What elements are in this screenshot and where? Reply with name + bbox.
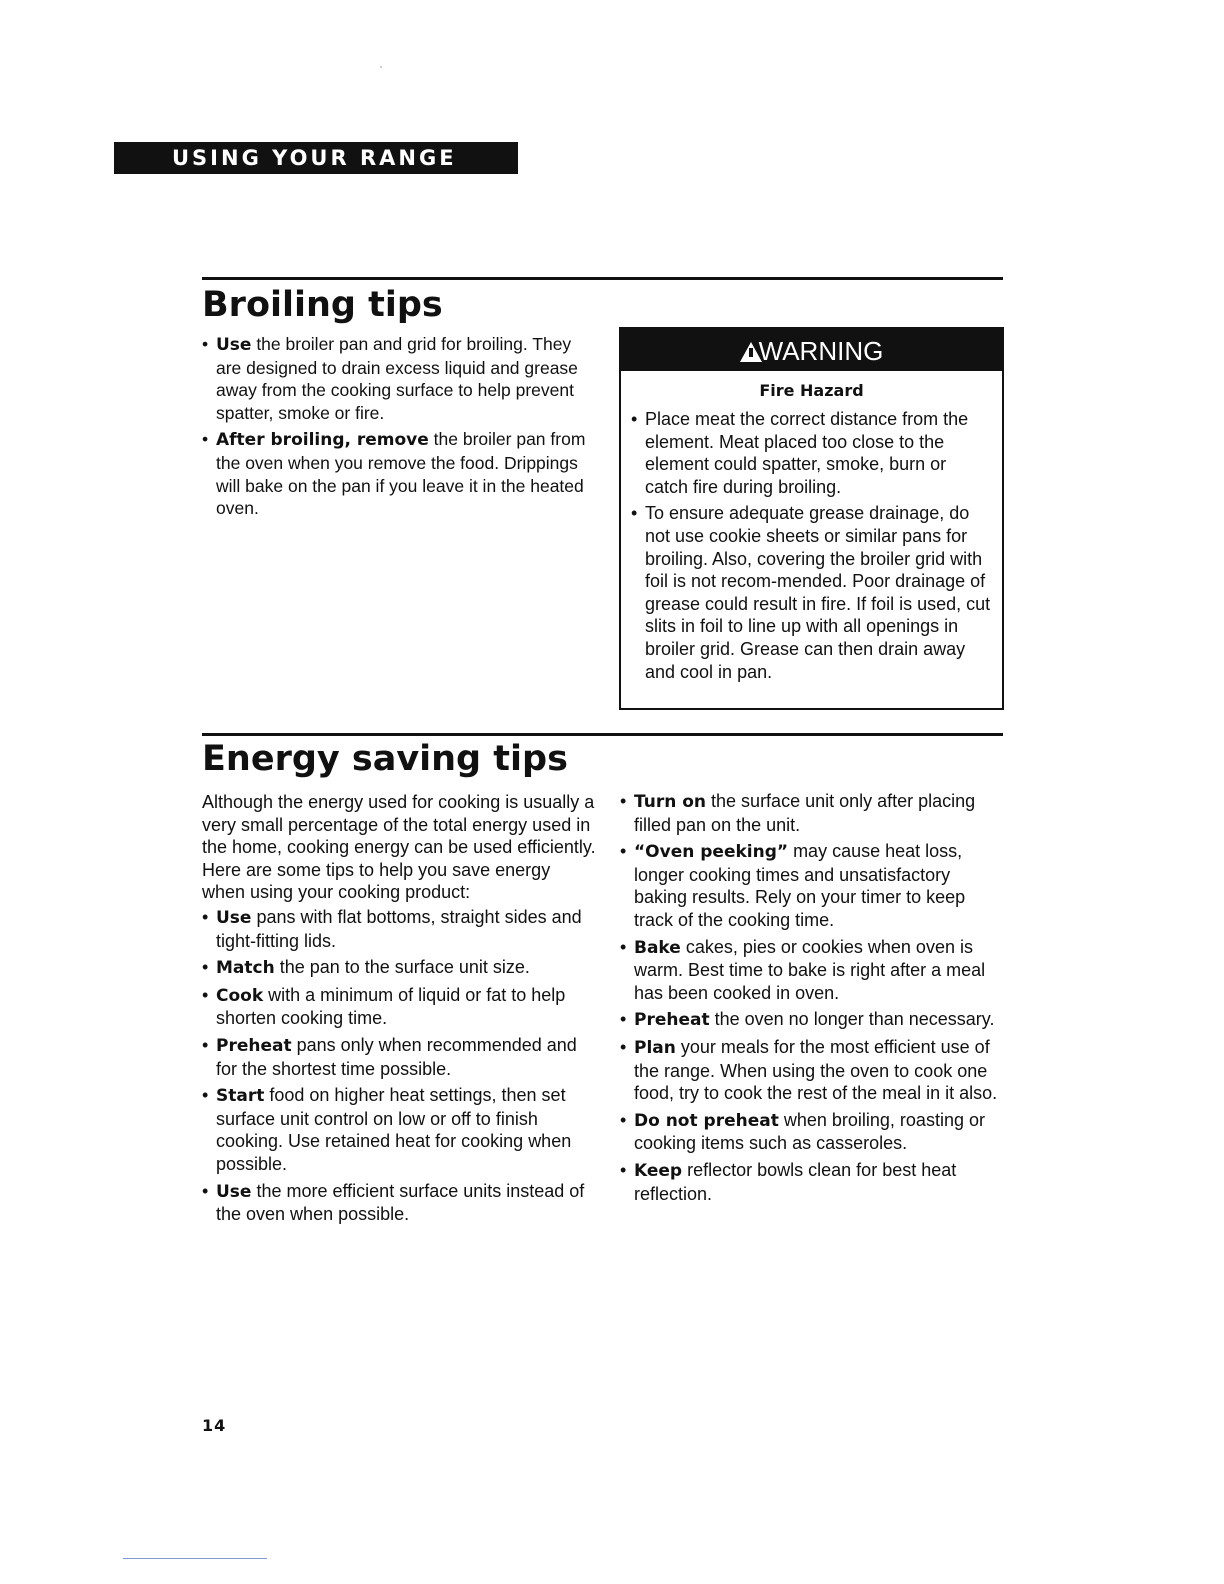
broiling-list xyxy=(202,333,598,520)
energy-item xyxy=(202,1034,598,1080)
energy-item-text: reflector bowls clean for best heat reflection. xyxy=(634,1159,957,1204)
section-header-label: USING YOUR RANGE xyxy=(172,146,457,170)
warning-triangle-icon xyxy=(740,342,762,362)
broiling-item xyxy=(202,333,598,424)
page-number: 14 xyxy=(202,1416,227,1435)
energy-item-lead: “Oven peeking” xyxy=(634,842,789,863)
energy-item xyxy=(620,1109,1006,1155)
warning-item: • Place meat the correct distance from the element. Meat placed too close to the element could spatter, smoke, burn or catch fire during broiling. xyxy=(631,408,994,498)
energy-item-text: may cause heat loss, longer cooking times and unsatisfactory baking results. Rely on your timer to keep track of the cooking time. xyxy=(634,841,966,930)
broiling-item-lead: Use xyxy=(216,335,252,355)
warning-title: WARNING xyxy=(758,336,884,366)
broiling-item xyxy=(202,428,598,519)
energy-item xyxy=(620,1159,1006,1205)
energy-item-lead: Start xyxy=(216,1086,265,1107)
bottom-line xyxy=(123,1558,267,1559)
energy-item-text: when broiling, roasting or cooking items such as casseroles. xyxy=(634,1109,985,1154)
warning-header xyxy=(621,329,1002,371)
energy-intro: Although the energy used for cooking is usually a very small percentage of the total energy used in the home, cooking energy can be used efficiently. Here are some tips to help you save energy when using your cooking product: xyxy=(202,792,596,903)
energy-item-text: the pan to the surface unit size. xyxy=(274,957,530,978)
broiling-rule xyxy=(202,277,1003,280)
energy-item-lead: Bake xyxy=(634,937,681,958)
broiling-item-text: the broiler pan and grid for broiling. They are designed to drain excess liquid and grease away from the cooking surface to help prevent spatter, smoke or fire. xyxy=(216,334,578,423)
energy-item-lead: Turn on xyxy=(634,792,707,812)
warning-body xyxy=(621,408,1002,683)
broiling-title: Broiling tips xyxy=(202,285,443,325)
energy-item-text: food on higher heat settings, then set surface unit control on low or off to finish cooking. Use retained heat for cooking when possible. xyxy=(216,1085,572,1174)
energy-right-list xyxy=(620,790,1006,1205)
energy-item xyxy=(202,1084,598,1175)
energy-item-lead: Use xyxy=(216,1181,252,1202)
energy-item-text: the surface unit only after placing filled pan on the unit. xyxy=(634,791,976,835)
energy-rule xyxy=(202,733,1003,736)
broiling-content xyxy=(202,333,598,524)
energy-title: Energy saving tips xyxy=(202,739,568,779)
energy-right-column xyxy=(620,790,1006,1209)
energy-item-lead: Use xyxy=(216,907,252,928)
energy-item xyxy=(620,1008,1006,1032)
energy-item xyxy=(202,1180,598,1226)
energy-left-list xyxy=(202,906,598,1226)
warning-box xyxy=(619,327,1004,710)
energy-item-text: with a minimum of liquid or fat to help shorten cooking time. xyxy=(216,984,566,1029)
warning-subtitle: Fire Hazard xyxy=(759,381,864,400)
energy-item xyxy=(620,1036,1006,1105)
energy-item xyxy=(202,906,598,952)
energy-item xyxy=(202,984,598,1030)
energy-item-text: the more efficient surface units instead of the oven when possible. xyxy=(216,1180,585,1225)
energy-item-text: pans only when recommended and for the shortest time possible. xyxy=(216,1034,577,1079)
broiling-item-lead: After broiling, remove xyxy=(216,430,429,451)
energy-item xyxy=(620,790,1006,836)
warning-list xyxy=(631,408,994,683)
energy-item-text: cakes, pies or cookies when oven is warm. Best time to bake is right after a meal has been cooked in oven. xyxy=(634,936,986,1003)
energy-item xyxy=(620,936,1006,1005)
energy-item-lead: Plan xyxy=(634,1037,676,1058)
energy-item-lead: Preheat xyxy=(634,1010,710,1031)
energy-left-column xyxy=(202,791,598,1230)
energy-item-lead: Keep xyxy=(634,1160,683,1181)
section-header-bar xyxy=(114,142,518,174)
energy-item xyxy=(620,840,1006,931)
scan-speck xyxy=(380,66,382,68)
energy-item-text: pans with flat bottoms, straight sides and tight-fitting lids. xyxy=(216,906,582,951)
warning-item: • To ensure adequate grease drainage, do not use cookie sheets or similar pans for broiling. Also, covering the broiler grid with foil is not recom-mended. Poor drainage of grease could result in fire. If foil is used, cut slits in foil to line up with all openings in broiler grid. Grease can then drain away and cool in pan. xyxy=(631,502,994,683)
broiling-item-text: the broiler pan from the oven when you remove the food. Drippings will bake on the pan if you leave it in the heated oven. xyxy=(216,429,586,519)
energy-item-lead: Do not preheat xyxy=(634,1110,779,1131)
energy-item-lead: Match xyxy=(216,958,275,979)
energy-item xyxy=(202,956,598,980)
energy-item-text: your meals for the most efficient use of the range. When using the oven to cook one food, try to cook the rest of the meal in it also. xyxy=(634,1036,998,1104)
energy-item-text: the oven no longer than necessary. xyxy=(709,1009,995,1030)
energy-item-lead: Preheat xyxy=(216,1035,292,1056)
energy-item-lead: Cook xyxy=(216,985,264,1006)
